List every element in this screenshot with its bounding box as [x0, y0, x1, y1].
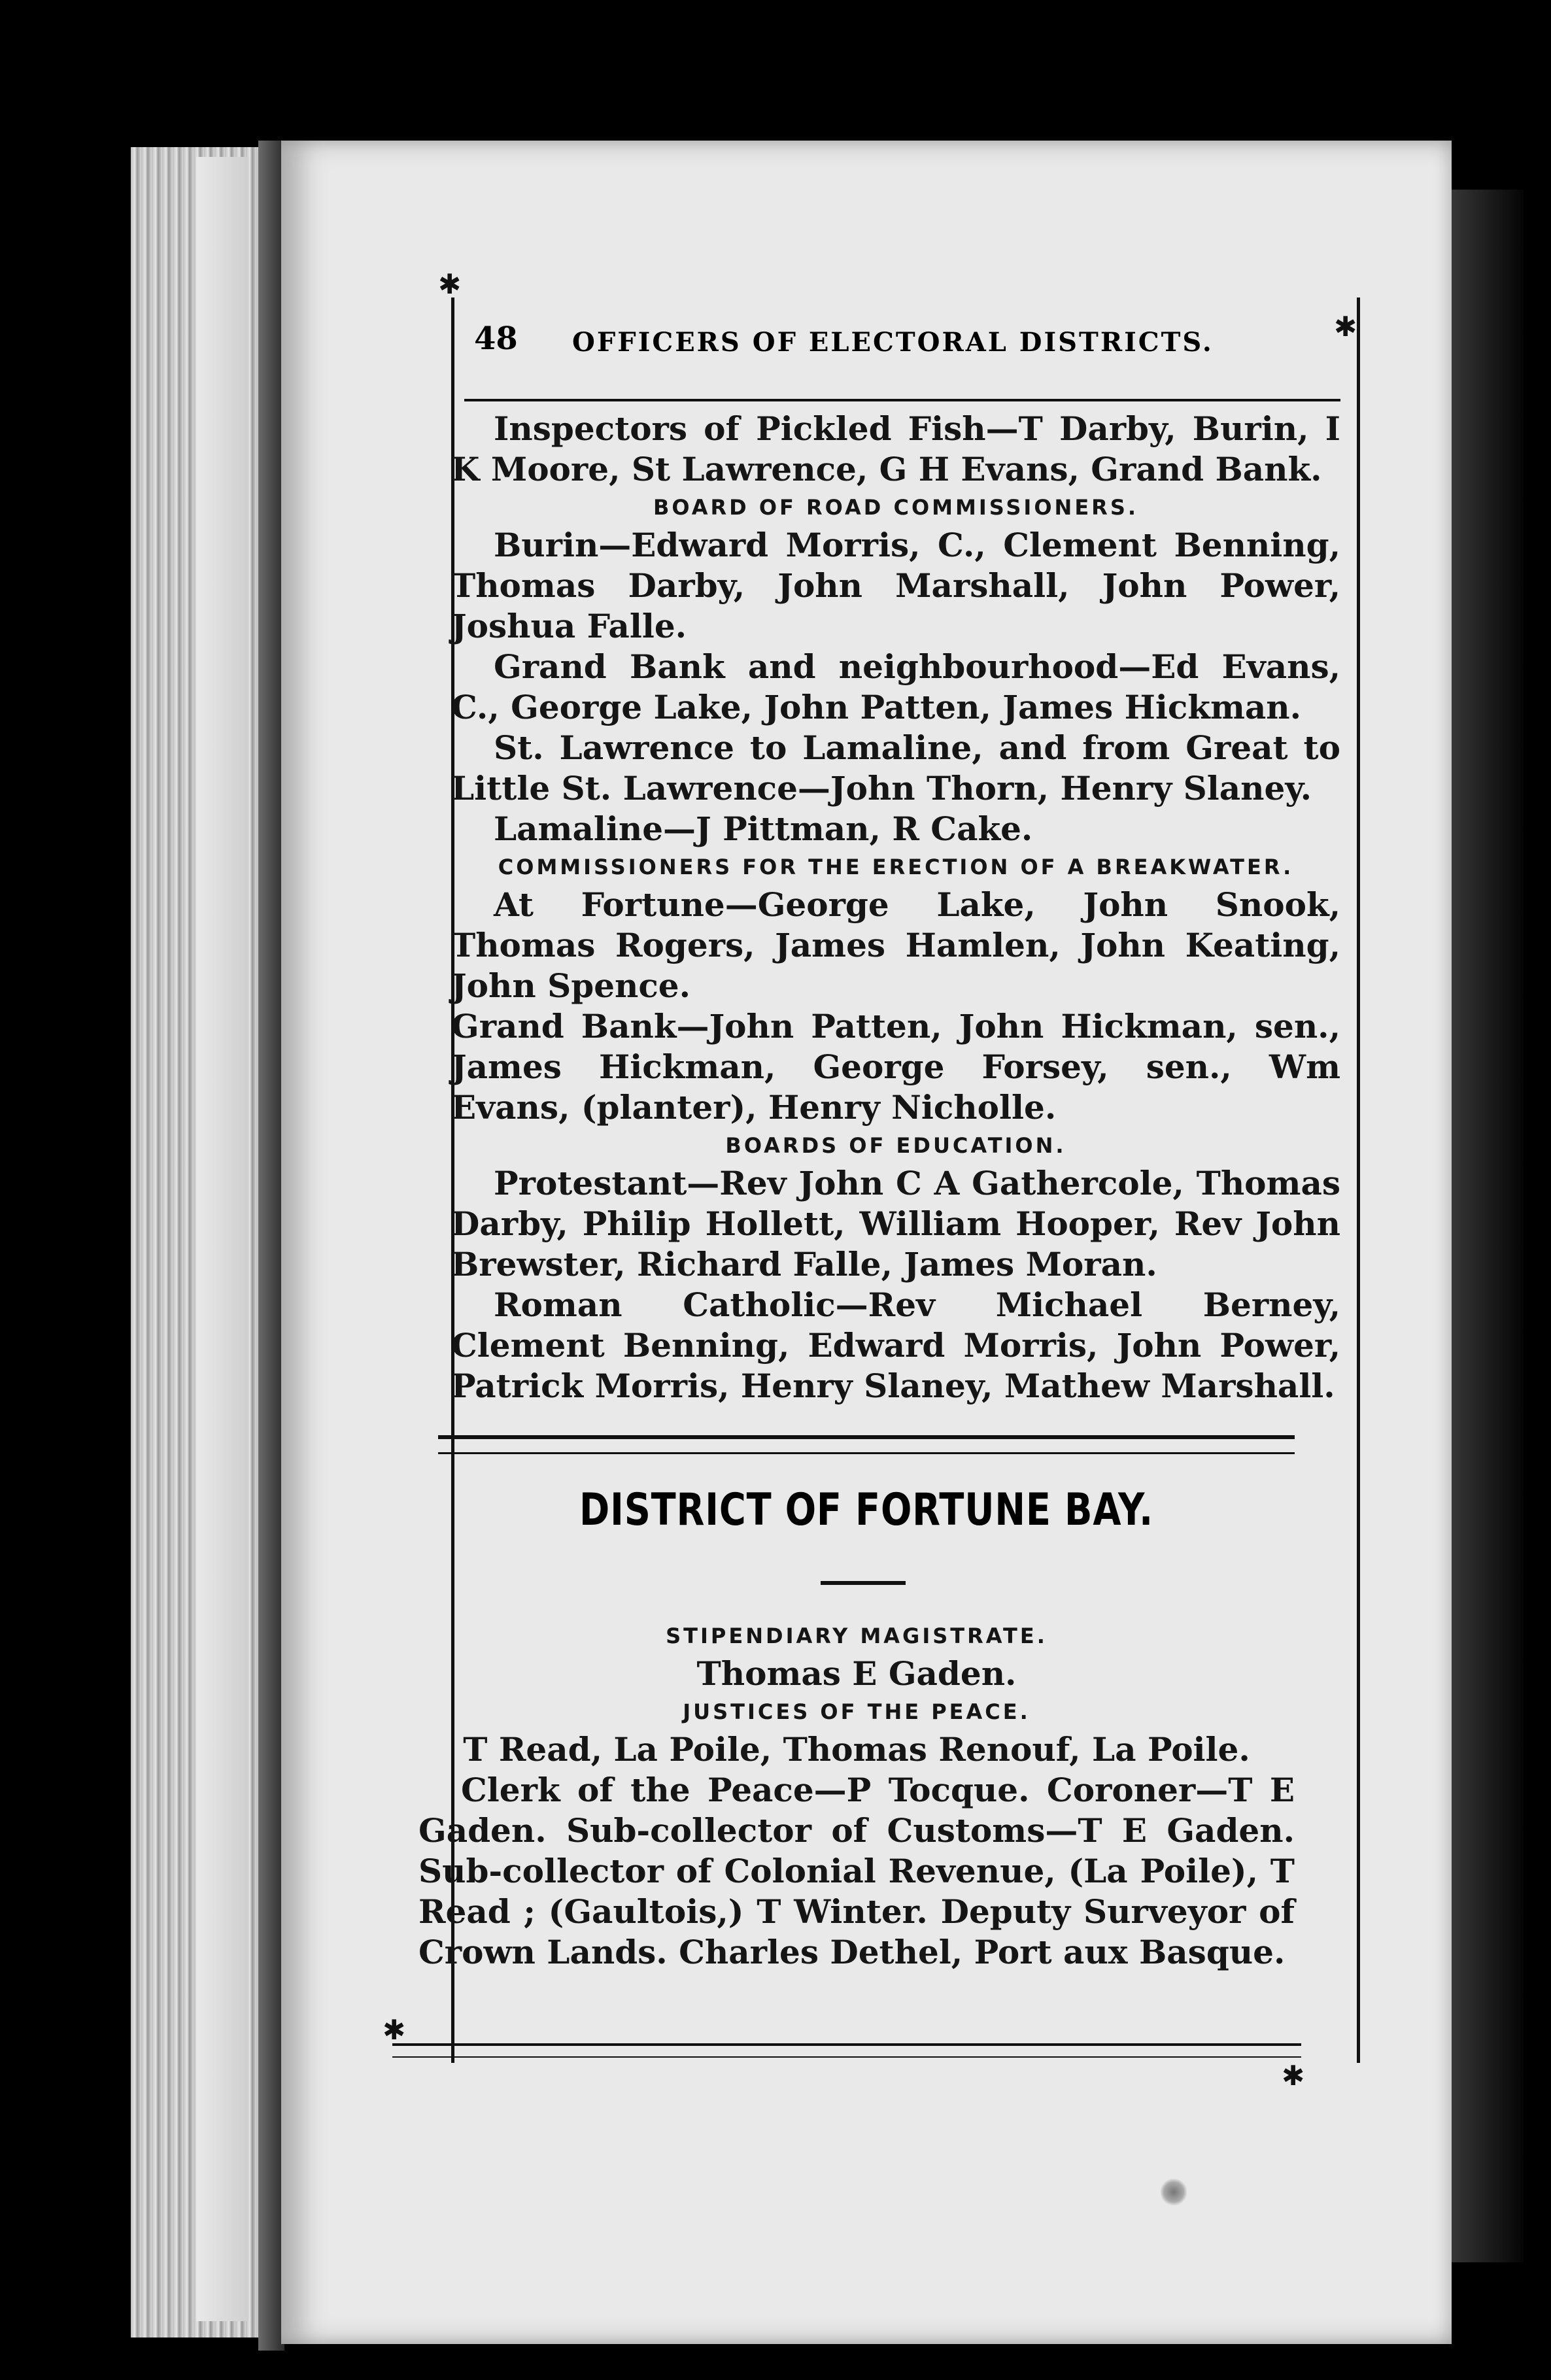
ornament-star-icon: ✱ [1334, 311, 1357, 343]
paragraph-burin: Burin—Edward Morris, C., Clement Benning, Thomas Darby, John Marshall, John Power, Joshua Falle. [451, 526, 1340, 645]
paragraph-clerk: Clerk of the Peace—P Tocque. Coroner—T E Gaden. Sub-collector of Customs—T E Gaden. Sub-collector of Colonial Revenue, (La Poile), T Read ; (Gaultois,) T Winter. Deputy Surveyor of Crown Lands. Charles Dethel, Port aux Basque. [418, 1771, 1295, 1971]
heading-road-commissioners: BOARD OF ROAD COMMISSIONERS. [653, 495, 1139, 520]
ornament-star-icon: ✱ [383, 2014, 406, 2046]
paragraph-st-lawrence: St. Lawrence to Lamaline, and from Great to Little St. Lawrence—John Thorn, Henry Slaney. [451, 728, 1340, 808]
page-number: 48 [474, 320, 518, 357]
paragraph-lamaline: Lamaline—J Pittman, R Cake. [494, 809, 1033, 848]
paragraph-fortune: At Fortune—George Lake, John Snook, Thomas Rogers, James Hamlen, John Keating, John Spence. [451, 885, 1340, 1005]
ornament-star-icon: ✱ [1282, 2060, 1305, 2092]
heading-breakwater: COMMISSIONERS FOR THE ERECTION OF A BREAKWATER. [498, 855, 1294, 879]
running-head: OFFICERS OF ELECTORAL DISTRICTS. [572, 327, 1214, 358]
section-separator [438, 1435, 1295, 1454]
header-rule [464, 399, 1340, 401]
book-page-edges-light [196, 157, 248, 2321]
heading-education: BOARDS OF EDUCATION. [725, 1133, 1066, 1158]
paragraph-roman-catholic: Roman Catholic—Rev Michael Berney, Clement Benning, Edward Morris, John Power, Patrick Morris, Henry Slaney, Mathew Marshall. [451, 1285, 1340, 1405]
justices-names: T Read, La Poile, Thomas Renouf, La Poile. [463, 1730, 1250, 1769]
paragraph-grand-bank-breakwater: Grand Bank—John Patten, John Hickman, sen., James Hickman, George Forsey, sen., Wm Evans, (planter), Henry Nicholle. [451, 1007, 1340, 1127]
frame-bottom-rule-thin [392, 2056, 1301, 2058]
title-rule [821, 1581, 906, 1585]
heading-justices: JUSTICES OF THE PEACE. [683, 1699, 1031, 1724]
magistrate-name: Thomas E Gaden. [696, 1654, 1017, 1693]
book-gutter-shadow [258, 141, 284, 2351]
paragraph-grand-bank: Grand Bank and neighbourhood—Ed Evans, C., George Lake, John Patten, James Hickman. [451, 647, 1340, 726]
page-smudge [1161, 2177, 1187, 2207]
page-header [464, 320, 1347, 366]
frame-bottom-rule [392, 2043, 1301, 2046]
paragraph-inspectors: Inspectors of Pickled Fish—T Darby, Burin, I K Moore, St Lawrence, G H Evans, Grand Bank. [451, 409, 1340, 488]
district-title: DISTRICT OF FORTUNE BAY. [579, 1484, 1153, 1536]
upper-section [451, 409, 1340, 1406]
ornament-star-icon: ✱ [438, 268, 462, 300]
paragraph-protestant: Protestant—Rev John C A Gathercole, Thomas Darby, Philip Hollett, William Hooper, Rev John Brewster, Richard Falle, James Moran. [451, 1164, 1340, 1284]
heading-magistrate: STIPENDIARY MAGISTRATE. [666, 1624, 1048, 1648]
facing-page-shadow [1445, 190, 1524, 2262]
district-section [418, 1618, 1295, 1973]
